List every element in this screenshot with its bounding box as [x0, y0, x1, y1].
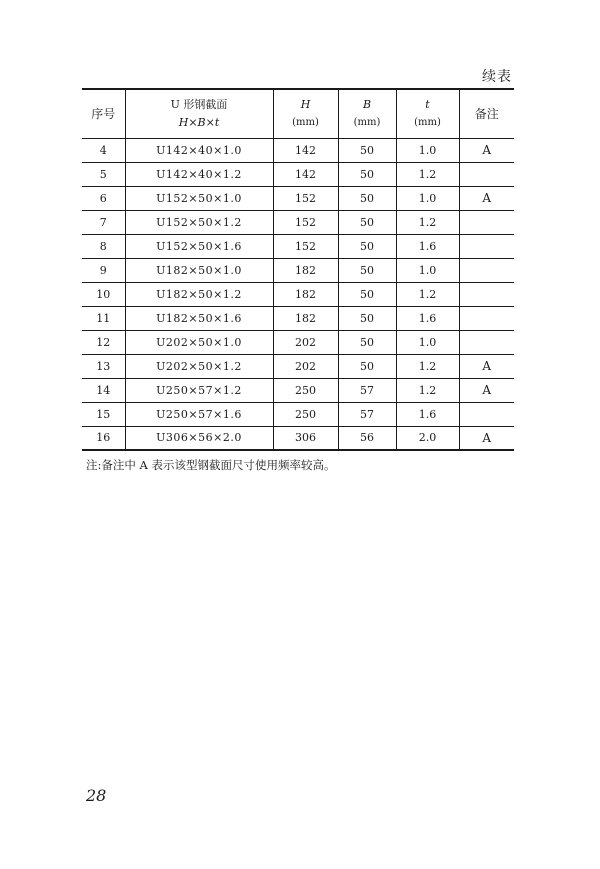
cell-remark: [459, 330, 514, 354]
cell-section: U152×50×1.0: [125, 186, 273, 210]
cell-h: 306: [273, 426, 338, 450]
cell-b: 57: [338, 402, 396, 426]
table-row: [82, 162, 514, 186]
cell-t: 1.2: [396, 354, 459, 378]
cell-remark: A: [459, 138, 514, 162]
cell-section: U250×57×1.2: [125, 378, 273, 402]
cell-remark: [459, 162, 514, 186]
cell-remark: [459, 402, 514, 426]
header-index: [82, 89, 125, 138]
cell-b: 50: [338, 186, 396, 210]
cell-b: 57: [338, 378, 396, 402]
table-row: [82, 210, 514, 234]
header-h-unit: (mm): [292, 116, 319, 128]
cell-h: 152: [273, 210, 338, 234]
cell-b: 50: [338, 162, 396, 186]
table-row: [82, 234, 514, 258]
cell-h: 250: [273, 402, 338, 426]
cell-index: 14: [82, 378, 125, 402]
cell-section: U202×50×1.0: [125, 330, 273, 354]
cell-index: 5: [82, 162, 125, 186]
header-b-unit: (mm): [353, 116, 381, 128]
cell-b: 50: [338, 306, 396, 330]
table-row: [82, 186, 514, 210]
header-h-symbol: H: [300, 97, 311, 111]
header-b-symbol: B: [362, 97, 372, 111]
header-h: [273, 89, 338, 138]
cell-remark: A: [459, 426, 514, 450]
cell-section: U142×40×1.0: [125, 138, 273, 162]
cell-section: U152×50×1.6: [125, 234, 273, 258]
cell-index: 15: [82, 402, 125, 426]
cell-h: 250: [273, 378, 338, 402]
cell-t: 1.0: [396, 138, 459, 162]
cell-index: 4: [82, 138, 125, 162]
cell-b: 50: [338, 234, 396, 258]
cell-section: U182×50×1.6: [125, 306, 273, 330]
cell-h: 142: [273, 138, 338, 162]
table-row: [82, 378, 514, 402]
cell-h: 202: [273, 354, 338, 378]
u-section-steel-table: [82, 88, 514, 451]
cell-t: 1.0: [396, 186, 459, 210]
table-row: [82, 354, 514, 378]
cell-t: 1.2: [396, 282, 459, 306]
cell-index: 7: [82, 210, 125, 234]
header-index-label: 序号: [91, 107, 116, 122]
header-t: [396, 89, 459, 138]
cell-index: 16: [82, 426, 125, 450]
cell-h: 182: [273, 306, 338, 330]
cell-remark: [459, 210, 514, 234]
cell-index: 13: [82, 354, 125, 378]
table-footnote: 注:备注中 A 表示该型钢截面尺寸使用频率较高。: [86, 458, 336, 472]
cell-section: U182×50×1.0: [125, 258, 273, 282]
cell-t: 1.2: [396, 378, 459, 402]
cell-b: 50: [338, 210, 396, 234]
cell-b: 56: [338, 426, 396, 450]
cell-section: U182×50×1.2: [125, 282, 273, 306]
cell-remark: [459, 258, 514, 282]
header-b: [338, 89, 396, 138]
cell-remark: [459, 306, 514, 330]
cell-section: U202×50×1.2: [125, 354, 273, 378]
table-row: [82, 402, 514, 426]
table-row: [82, 306, 514, 330]
cell-t: 1.2: [396, 210, 459, 234]
cell-t: 1.6: [396, 402, 459, 426]
cell-remark: [459, 234, 514, 258]
cell-t: 1.0: [396, 258, 459, 282]
cell-index: 6: [82, 186, 125, 210]
cell-section: U250×57×1.6: [125, 402, 273, 426]
cell-remark: A: [459, 186, 514, 210]
cell-remark: A: [459, 378, 514, 402]
header-section-formula: H×B×t: [178, 115, 220, 129]
cell-t: 1.2: [396, 162, 459, 186]
table-row: [82, 258, 514, 282]
cell-t: 2.0: [396, 426, 459, 450]
cell-index: 8: [82, 234, 125, 258]
table-row: [82, 426, 514, 450]
cell-section: U152×50×1.2: [125, 210, 273, 234]
header-remark-label: 备注: [474, 107, 499, 122]
cell-h: 142: [273, 162, 338, 186]
cell-t: 1.6: [396, 234, 459, 258]
cell-b: 50: [338, 354, 396, 378]
continued-table-label: 续表: [482, 69, 512, 85]
cell-b: 50: [338, 258, 396, 282]
header-section: [125, 89, 273, 138]
cell-index: 12: [82, 330, 125, 354]
cell-index: 10: [82, 282, 125, 306]
cell-b: 50: [338, 282, 396, 306]
table-row: [82, 282, 514, 306]
header-t-symbol: t: [425, 97, 430, 111]
cell-remark: A: [459, 354, 514, 378]
table-row: [82, 138, 514, 162]
header-remark: [459, 89, 514, 138]
cell-h: 202: [273, 330, 338, 354]
cell-section: U306×56×2.0: [125, 426, 273, 450]
cell-h: 152: [273, 234, 338, 258]
table-header-row: [82, 89, 514, 138]
cell-b: 50: [338, 330, 396, 354]
page-number: 28: [86, 786, 107, 805]
cell-remark: [459, 282, 514, 306]
cell-h: 182: [273, 282, 338, 306]
cell-h: 152: [273, 186, 338, 210]
cell-index: 9: [82, 258, 125, 282]
table-row: [82, 330, 514, 354]
cell-t: 1.6: [396, 306, 459, 330]
cell-h: 182: [273, 258, 338, 282]
cell-section: U142×40×1.2: [125, 162, 273, 186]
header-section-title: U 形钢截面: [170, 97, 228, 111]
cell-b: 50: [338, 138, 396, 162]
cell-t: 1.0: [396, 330, 459, 354]
cell-index: 11: [82, 306, 125, 330]
header-t-unit: (mm): [414, 116, 441, 128]
